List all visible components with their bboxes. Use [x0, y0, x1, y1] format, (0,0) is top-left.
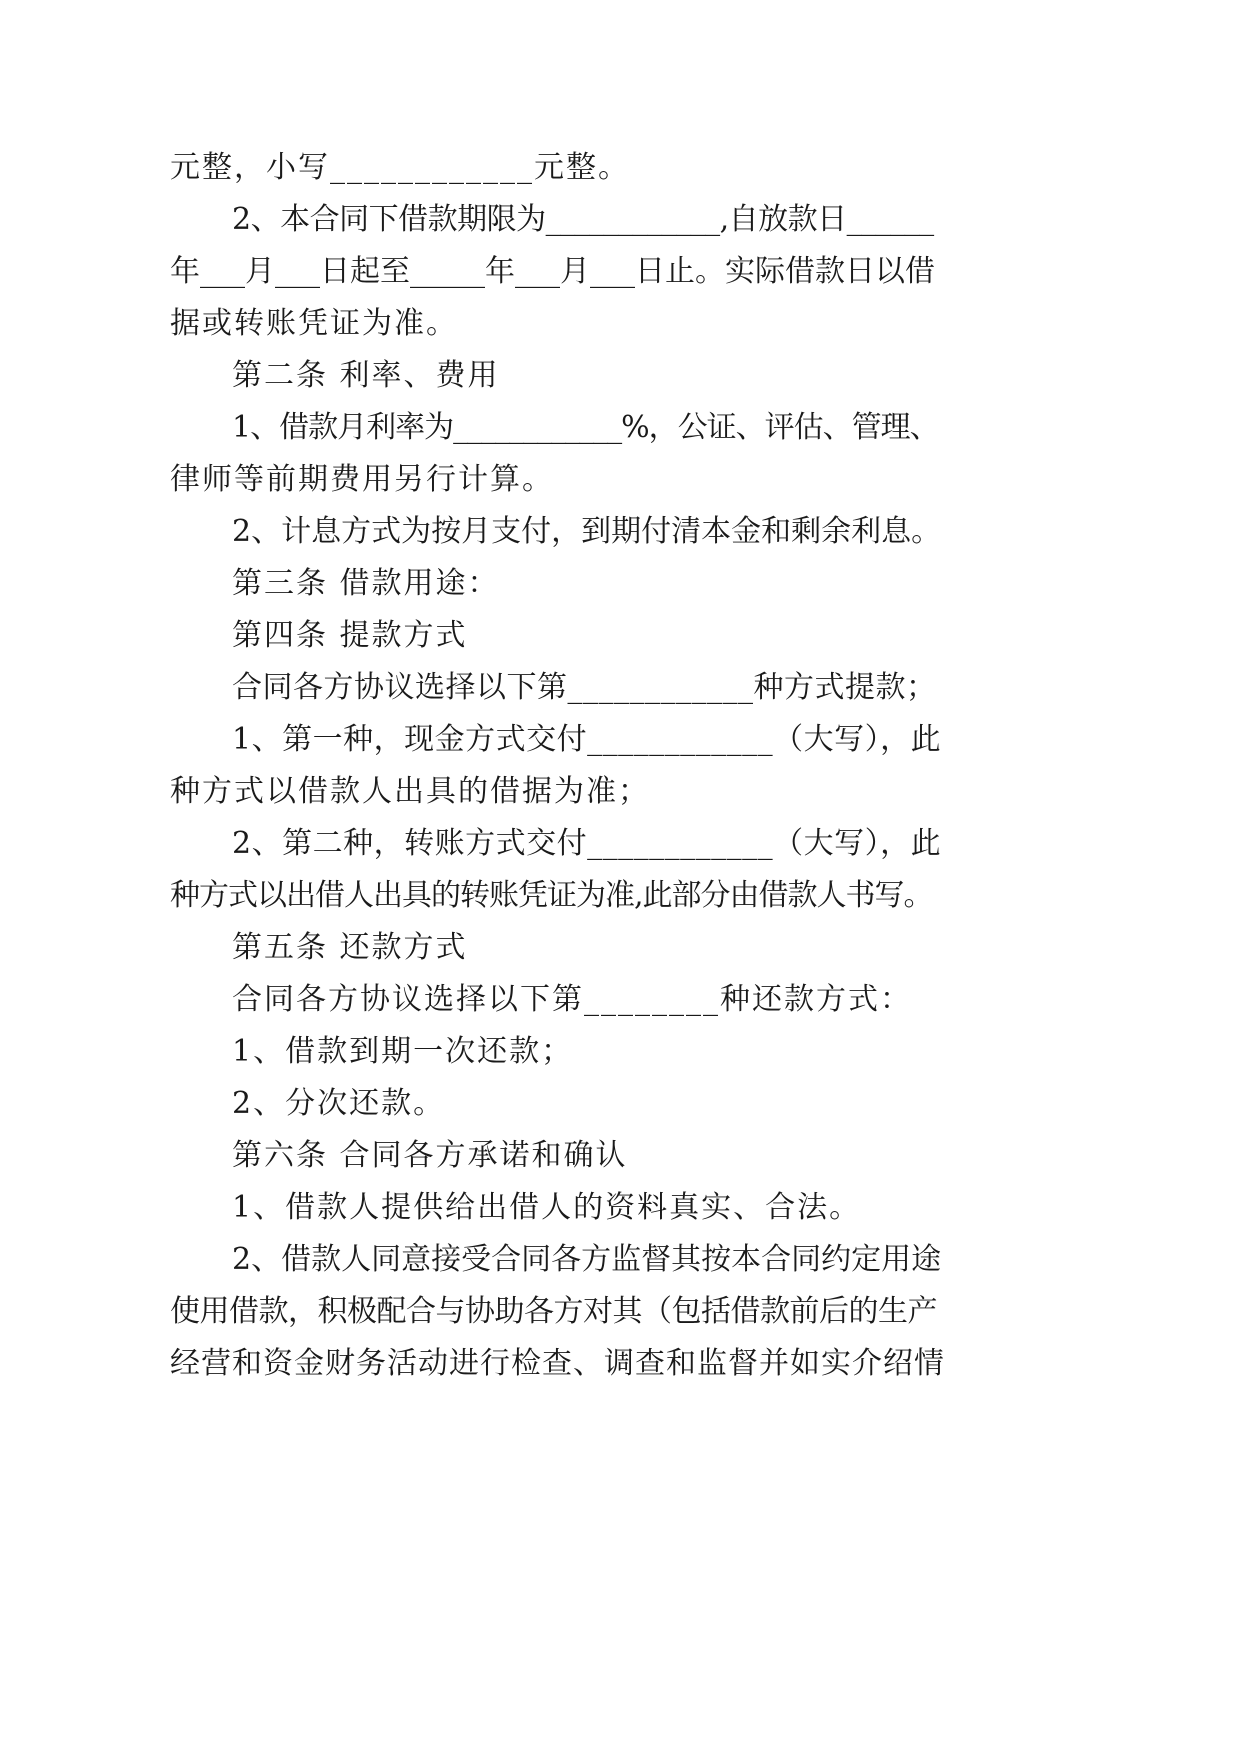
text-line: 种方式以借款人出具的借据为准； [170, 774, 650, 809]
section-heading: 第三条 借款用途： [232, 566, 500, 601]
text-line: 2、第二种，转账方式交付____________（大写），此 [232, 826, 942, 861]
text-line: 1、第一种，现金方式交付____________（大写），此 [232, 722, 942, 757]
text-line: 年___月___日起至_____年___月___日止。实际借款日以借 [170, 254, 935, 289]
text-line: 种方式以出借人出具的转账凭证为准,此部分由借款人书写。 [170, 878, 933, 913]
section-heading: 第四条 提款方式 [232, 618, 468, 653]
text-line: 元整，小写____________元整。 [170, 150, 630, 185]
text-line: 1、借款到期一次还款； [232, 1034, 574, 1069]
section-heading: 第五条 还款方式 [232, 930, 468, 965]
text-line: 1、借款月利率为____________%，公证、评估、管理、 [232, 410, 939, 445]
text-line: 经营和资金财务活动进行检查、调查和监督并如实介绍情 [170, 1346, 945, 1381]
text-line: 2、本合同下借款期限为____________,自放款日______ [232, 202, 934, 237]
section-heading: 第六条 合同各方承诺和确认 [232, 1138, 628, 1173]
text-line: 2、借款人同意接受合同各方监督其按本合同约定用途 [232, 1242, 942, 1277]
text-line: 2、分次还款。 [232, 1086, 446, 1121]
text-line: 合同各方协议选择以下第____________种方式提款； [232, 670, 937, 705]
text-line: 使用借款，积极配合与协助各方对其（包括借款前后的生产 [170, 1294, 937, 1329]
text-line: 律师等前期费用另行计算。 [170, 462, 554, 497]
text-line: 据或转账凭证为准。 [170, 306, 458, 341]
text-line: 合同各方协议选择以下第________种还款方式： [232, 982, 912, 1017]
section-heading: 第二条 利率、费用 [232, 358, 500, 393]
text-line: 1、借款人提供给出借人的资料真实、合法。 [232, 1190, 862, 1225]
text-line: 2、计息方式为按月支付，到期付清本金和剩余利息。 [232, 514, 942, 549]
